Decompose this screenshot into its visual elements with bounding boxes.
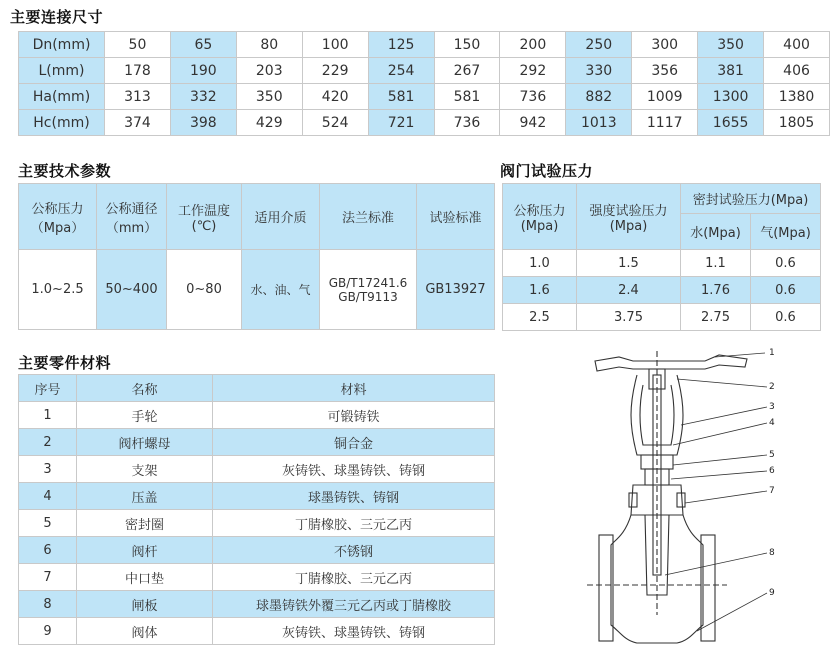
part-name: 手轮 — [77, 402, 213, 429]
pressure-table — [502, 183, 821, 331]
dimension-row-label: Ha(mm) — [19, 84, 105, 110]
dimension-cell: 736 — [500, 84, 566, 110]
dimension-cell: 429 — [236, 110, 302, 136]
dimension-row-label: L(mm) — [19, 58, 105, 84]
dimension-cell: 1117 — [632, 110, 698, 136]
callout-3: 3 — [769, 402, 775, 412]
dimension-cell: 1805 — [764, 110, 830, 136]
dimension-cell: 942 — [500, 110, 566, 136]
pressure-cell: 1.0 — [503, 250, 577, 277]
pressure-cell: 1.5 — [577, 250, 681, 277]
part-name: 阀杆 — [77, 537, 213, 564]
tech-header-nominal-pressure: 公称压力（Mpa） — [19, 184, 97, 250]
connection-table — [18, 31, 830, 136]
pressure-cell: 1.6 — [503, 277, 577, 304]
dimension-cell: 100 — [302, 32, 368, 58]
dimension-cell: 581 — [368, 84, 434, 110]
dimension-cell: 524 — [302, 110, 368, 136]
tech-value-medium: 水、油、气 — [242, 250, 320, 330]
parts-row — [19, 429, 495, 456]
parts-header-name: 名称 — [77, 375, 213, 402]
part-name: 压盖 — [77, 483, 213, 510]
part-material: 丁腈橡胶、三元乙丙 — [213, 564, 495, 591]
pressure-header-water: 水(Mpa) — [681, 214, 751, 250]
dimension-cell: 150 — [434, 32, 500, 58]
dimension-cell: 1655 — [698, 110, 764, 136]
tech-value-flange: GB/T17241.6 GB/T9113 — [320, 250, 417, 330]
tech-header-flange-standard: 法兰标准 — [320, 184, 417, 250]
dimension-cell: 736 — [434, 110, 500, 136]
part-number: 5 — [19, 510, 77, 537]
dimension-cell: 250 — [566, 32, 632, 58]
dimension-row-label: Dn(mm) — [19, 32, 105, 58]
parts-row — [19, 456, 495, 483]
parts-row — [19, 483, 495, 510]
connection-title: 主要连接尺寸 — [10, 8, 104, 26]
callout-4: 4 — [769, 418, 775, 428]
part-material: 灰铸铁、球墨铸铁、铸钢 — [213, 456, 495, 483]
dimension-cell: 80 — [236, 32, 302, 58]
pressure-header-nominal: 公称压力(Mpa) — [503, 184, 577, 250]
handwheel-shape — [595, 355, 747, 371]
part-material: 可锻铸铁 — [213, 402, 495, 429]
part-material: 球墨铸铁、铸钢 — [213, 483, 495, 510]
tech-value-test: GB13927 — [417, 250, 495, 330]
pressure-cell: 1.76 — [681, 277, 751, 304]
dimension-cell: 1013 — [566, 110, 632, 136]
pressure-header-seal: 密封试验压力(Mpa) — [681, 184, 821, 214]
dimension-cell: 190 — [170, 58, 236, 84]
dimension-cell: 398 — [170, 110, 236, 136]
parts-row — [19, 402, 495, 429]
part-number: 1 — [19, 402, 77, 429]
dimension-cell: 350 — [236, 84, 302, 110]
dimension-cell: 332 — [170, 84, 236, 110]
dimension-cell: 330 — [566, 58, 632, 84]
pressure-header-gas: 气(Mpa) — [751, 214, 821, 250]
dimension-cell: 125 — [368, 32, 434, 58]
tech-title: 主要技术参数 — [18, 162, 112, 180]
dimension-cell: 313 — [105, 84, 171, 110]
dimension-row-label: Hc(mm) — [19, 110, 105, 136]
dimension-cell: 65 — [170, 32, 236, 58]
callout-2: 2 — [769, 382, 775, 392]
dimension-cell: 1009 — [632, 84, 698, 110]
tech-header-test-standard: 试验标准 — [417, 184, 495, 250]
parts-row — [19, 591, 495, 618]
pressure-cell: 0.6 — [751, 304, 821, 331]
dimension-cell: 203 — [236, 58, 302, 84]
part-name: 闸板 — [77, 591, 213, 618]
part-number: 7 — [19, 564, 77, 591]
tech-table — [18, 183, 495, 330]
dimension-cell: 1300 — [698, 84, 764, 110]
dimension-cell: 581 — [434, 84, 500, 110]
dimension-cell: 254 — [368, 58, 434, 84]
part-number: 2 — [19, 429, 77, 456]
parts-title: 主要零件材料 — [18, 354, 112, 372]
parts-row — [19, 537, 495, 564]
dimension-cell: 292 — [500, 58, 566, 84]
pressure-cell: 2.75 — [681, 304, 751, 331]
tech-header-temperature: 工作温度(℃) — [167, 184, 242, 250]
dimension-cell: 374 — [105, 110, 171, 136]
callout-5: 5 — [769, 450, 775, 460]
tech-value-diameter: 50~400 — [97, 250, 167, 330]
dimension-cell: 229 — [302, 58, 368, 84]
part-name: 支架 — [77, 456, 213, 483]
dimension-cell: 721 — [368, 110, 434, 136]
part-name: 阀体 — [77, 618, 213, 645]
part-material: 丁腈橡胶、三元乙丙 — [213, 510, 495, 537]
callout-7: 7 — [769, 486, 775, 496]
dimension-cell: 420 — [302, 84, 368, 110]
part-number: 3 — [19, 456, 77, 483]
tech-value-pressure: 1.0~2.5 — [19, 250, 97, 330]
valve-cross-section-diagram — [585, 345, 835, 655]
dimension-cell: 400 — [764, 32, 830, 58]
pressure-cell: 2.5 — [503, 304, 577, 331]
parts-row — [19, 510, 495, 537]
dimension-cell: 1380 — [764, 84, 830, 110]
dimension-cell: 300 — [632, 32, 698, 58]
dimension-cell: 267 — [434, 58, 500, 84]
parts-row — [19, 618, 495, 645]
part-material: 灰铸铁、球墨铸铁、铸钢 — [213, 618, 495, 645]
part-material: 不锈钢 — [213, 537, 495, 564]
part-number: 9 — [19, 618, 77, 645]
part-name: 中口垫 — [77, 564, 213, 591]
dimension-cell: 381 — [698, 58, 764, 84]
pressure-cell: 3.75 — [577, 304, 681, 331]
dimension-cell: 50 — [105, 32, 171, 58]
part-material: 球墨铸铁外覆三元乙丙或丁腈橡胶 — [213, 591, 495, 618]
dimension-cell: 178 — [105, 58, 171, 84]
parts-header-material: 材料 — [213, 375, 495, 402]
part-name: 阀杆螺母 — [77, 429, 213, 456]
parts-header-number: 序号 — [19, 375, 77, 402]
pressure-cell: 0.6 — [751, 250, 821, 277]
dimension-cell: 356 — [632, 58, 698, 84]
tech-value-temperature: 0~80 — [167, 250, 242, 330]
pressure-header-strength: 强度试验压力(Mpa) — [577, 184, 681, 250]
dimension-cell: 406 — [764, 58, 830, 84]
parts-row — [19, 564, 495, 591]
pressure-cell: 2.4 — [577, 277, 681, 304]
callout-1: 1 — [769, 348, 775, 358]
part-number: 4 — [19, 483, 77, 510]
callout-8: 8 — [769, 548, 775, 558]
pressure-cell: 0.6 — [751, 277, 821, 304]
callout-9: 9 — [769, 588, 775, 598]
pressure-cell: 1.1 — [681, 250, 751, 277]
dimension-cell: 350 — [698, 32, 764, 58]
callout-6: 6 — [769, 466, 775, 476]
part-material: 铜合金 — [213, 429, 495, 456]
dimension-cell: 200 — [500, 32, 566, 58]
pressure-title: 阀门试验压力 — [500, 162, 594, 180]
tech-header-medium: 适用介质 — [242, 184, 320, 250]
parts-table — [18, 374, 495, 645]
part-name: 密封圈 — [77, 510, 213, 537]
dimension-cell: 882 — [566, 84, 632, 110]
part-number: 8 — [19, 591, 77, 618]
tech-header-nominal-diameter: 公称通径（mm） — [97, 184, 167, 250]
part-number: 6 — [19, 537, 77, 564]
